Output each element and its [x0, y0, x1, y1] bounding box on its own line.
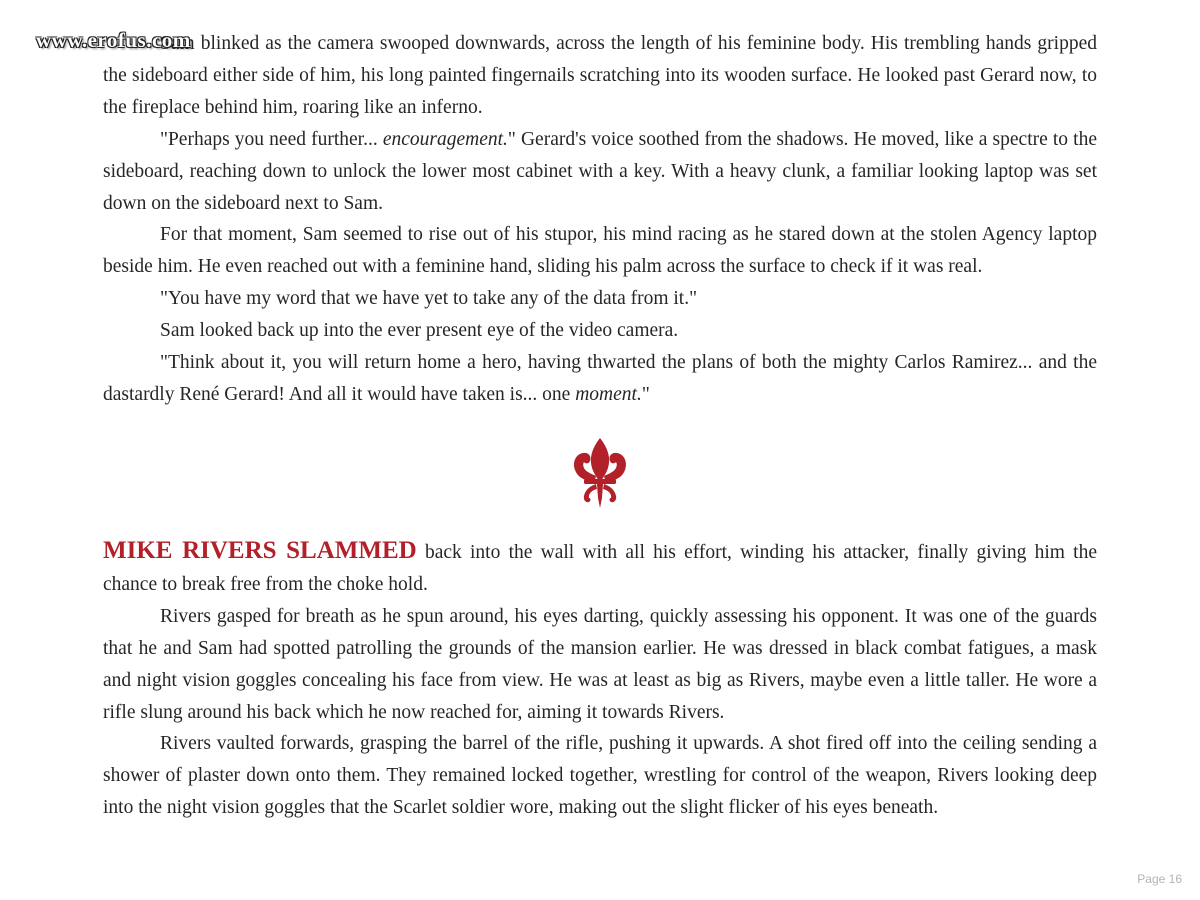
watermark: www.erofus.com [36, 28, 191, 52]
page-number: Page 16 [1137, 872, 1182, 886]
paragraph [103, 28, 1097, 124]
paragraph: "Perhaps you need further... encouragement." Gerard's voice soothed from the shadows. He moved, like a spectre to the sideboard, reaching down to unlock the lower most cabinet with a key. With a heavy clunk, a familiar looking laptop was set down on the sideboard next to Sam. [103, 128, 1097, 214]
paragraph: Sam looked back up into the ever present eye of the video camera. [160, 320, 679, 342]
text-section-sam [103, 28, 1097, 411]
paragraph-text: Sam blinked as the camera swooped downwards, across the length of his feminine body. His trembling hands gripped the sideboard either side of him, his long painted fingernails scratching into its wooden surface. He looked past Gerard now, to the fireplace behind him, roaring like an inferno. [103, 33, 1097, 118]
paragraph: "Think about it, you will return home a hero, having thwarted the plans of both the mighty Carlos Ramirez... and the dastardly René Gerard! And all it would have taken is... one moment." [103, 352, 1097, 405]
emphasis: moment. [575, 383, 642, 405]
section-lead-in: MIKE RIVERS SLAMMED [103, 537, 417, 564]
paragraph: Rivers vaulted forwards, grasping the barrel of the rifle, pushing it upwards. A shot fired off into the ceiling sending a shower of plaster down onto them. They remained locked together, wrestling for control of the weapon, Rivers looking deep into the night vision goggles that the Scarlet soldier wore, making out the slight flicker of his eyes beneath. [103, 733, 1097, 819]
paragraph: "You have my word that we have yet to take any of the data from it." [160, 288, 698, 310]
fleur-de-lis-icon [568, 436, 632, 510]
paragraph: Rivers gasped for breath as he spun around, his eyes darting, quickly assessing his opponent. It was one of the guards that he and Sam had spotted patrolling the grounds of the mansion earlier. He was dressed in black combat fatigues, a mask and night vision goggles concealing his face from view. He was at least as big as Rivers, maybe even a little taller. He wore a rifle slung around his back which he now reached for, aiming it towards Rivers. [103, 605, 1097, 723]
paragraph: MIKE RIVERS SLAMMED back into the wall with all his effort, winding his attacker, finally giving him the chance to break free from the choke hold. [103, 537, 1097, 595]
paragraph: For that moment, Sam seemed to rise out of his stupor, his mind racing as he stared down at the stolen Agency laptop beside him. He even reached out with a feminine hand, sliding his palm across the surface to check if it was real. [103, 224, 1097, 278]
emphasis: encouragement. [382, 128, 508, 150]
text-section-rivers [103, 535, 1097, 824]
